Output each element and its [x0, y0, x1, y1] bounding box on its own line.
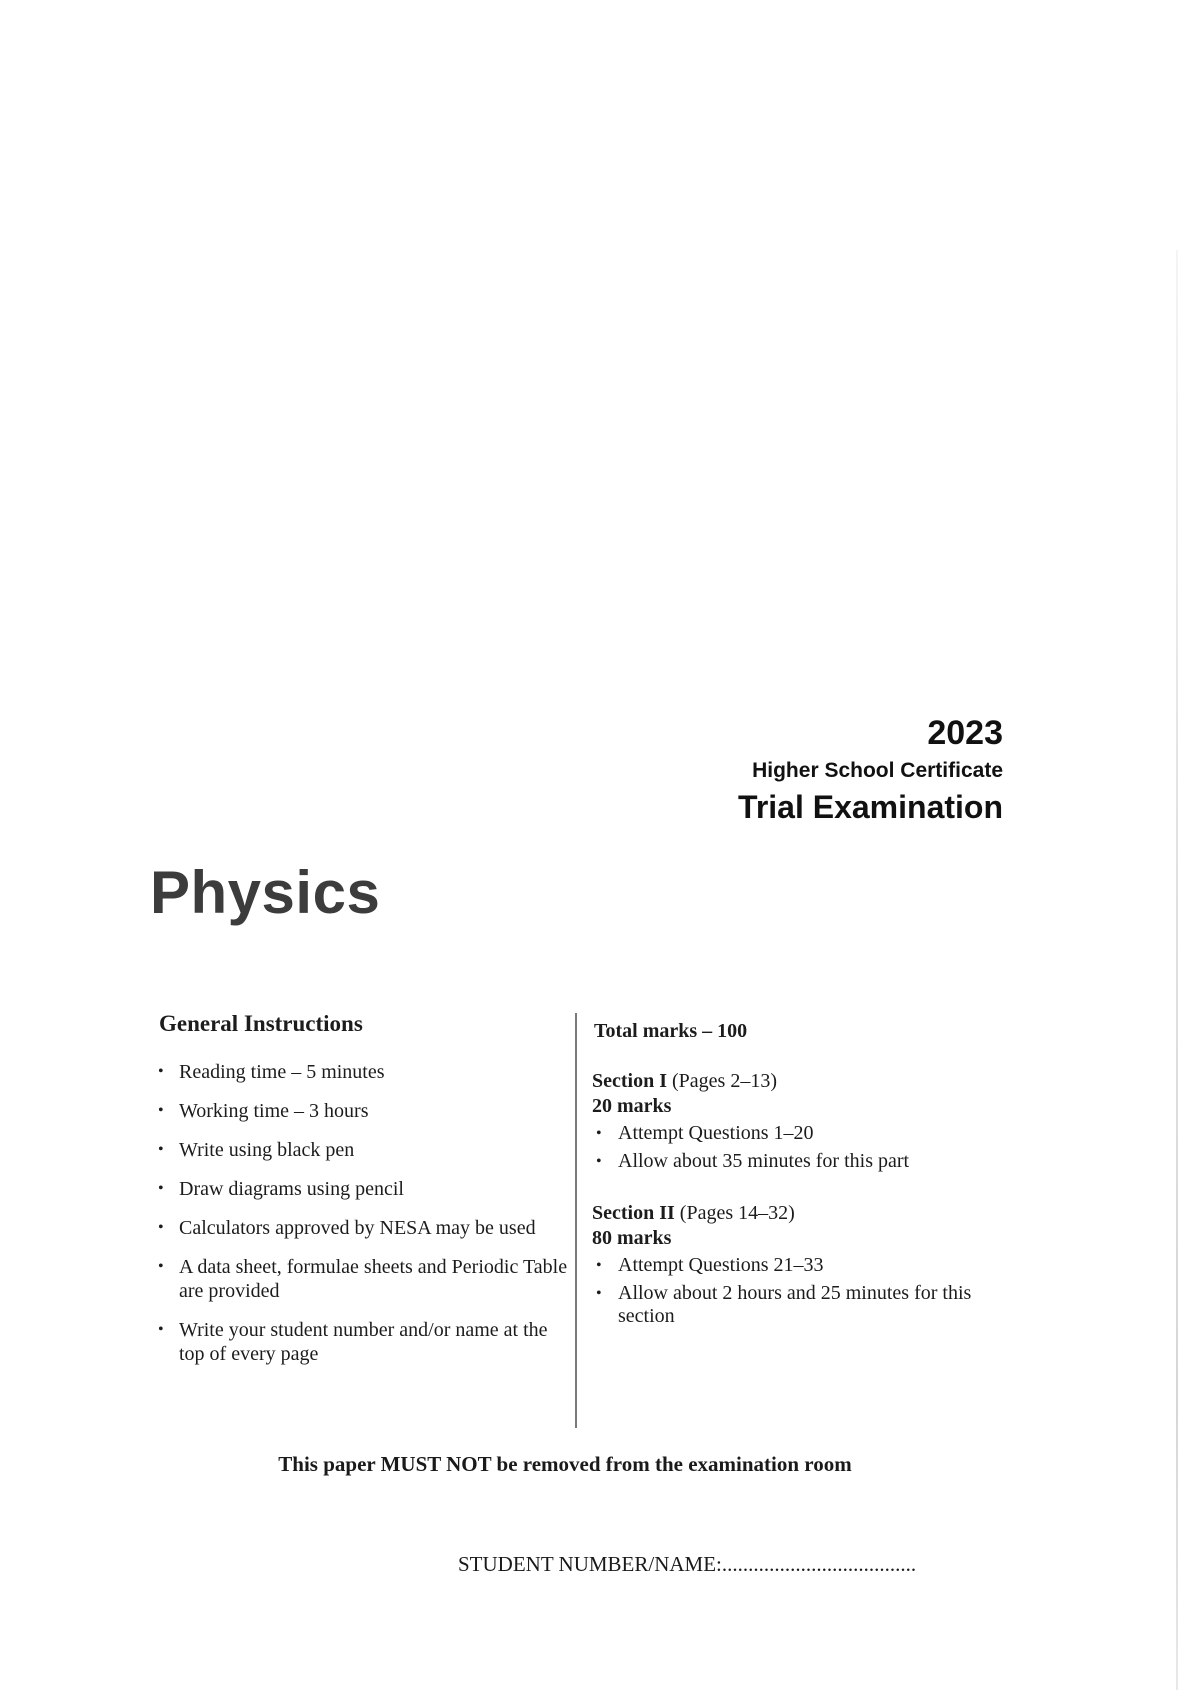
instruction-item: • A data sheet, formulae sheets and Periodic Table are provided [158, 1256, 568, 1302]
section-2 [590, 1200, 1030, 1328]
general-instructions-title: General Instructions [159, 1011, 363, 1036]
exam-type: Trial Examination [738, 789, 1003, 825]
bullet-icon: • [596, 1153, 602, 1170]
bullet-icon: • [596, 1285, 602, 1302]
section-title [592, 1200, 1030, 1226]
subject-title: Physics [150, 859, 381, 926]
section-item: • Allow about 2 hours and 25 minutes for this section [596, 1282, 972, 1327]
bullet-icon: • [158, 1258, 164, 1275]
exam-year: 2023 [927, 714, 1003, 752]
column-divider [575, 1013, 577, 1428]
section-1 [590, 1068, 1030, 1173]
marks-breakdown [590, 1018, 1030, 1333]
instruction-item: • Write your student number and/or name at the top of every page [158, 1319, 548, 1365]
section-item: • Attempt Questions 21–33 [596, 1254, 824, 1276]
bullet-icon: • [158, 1321, 164, 1338]
bullet-icon: • [158, 1141, 164, 1158]
student-field-blank: ..................................... [721, 1552, 917, 1576]
removal-warning: This paper MUST NOT be removed from the examination room [278, 1452, 852, 1476]
bullet-icon: • [158, 1102, 164, 1119]
section-items [590, 1254, 1030, 1328]
total-marks: Total marks – 100 [594, 1020, 748, 1042]
instruction-item: • Draw diagrams using pencil [158, 1178, 404, 1200]
section-item: • Attempt Questions 1–20 [596, 1122, 814, 1144]
instructions-list [155, 1060, 575, 1366]
instruction-item: • Working time – 3 hours [158, 1100, 369, 1122]
section-pages: (Pages 14–32) [679, 1202, 795, 1224]
bullet-icon: • [158, 1063, 164, 1080]
bullet-icon: • [596, 1125, 602, 1142]
section-title [592, 1068, 1030, 1094]
section-marks: 20 marks [592, 1095, 672, 1117]
certificate-name: Higher School Certificate [752, 759, 1003, 782]
exam-heading [738, 713, 1003, 827]
bullet-icon: • [596, 1257, 602, 1274]
bullet-icon: • [158, 1180, 164, 1197]
section-item: • Allow about 35 minutes for this part [596, 1150, 910, 1172]
section-name: Section I [592, 1070, 667, 1092]
instruction-item: • Reading time – 5 minutes [158, 1061, 385, 1083]
student-number-field [458, 1552, 916, 1577]
section-marks: 80 marks [592, 1227, 672, 1249]
instruction-item: • Write using black pen [158, 1139, 355, 1161]
student-field-label: STUDENT NUMBER/NAME: [458, 1552, 722, 1576]
bullet-icon: • [158, 1219, 164, 1236]
section-pages: (Pages 2–13) [672, 1070, 777, 1092]
general-instructions [155, 1010, 575, 1381]
section-items [590, 1122, 1030, 1173]
instruction-item: • Calculators approved by NESA may be used [158, 1217, 536, 1239]
section-name: Section II [592, 1202, 675, 1224]
